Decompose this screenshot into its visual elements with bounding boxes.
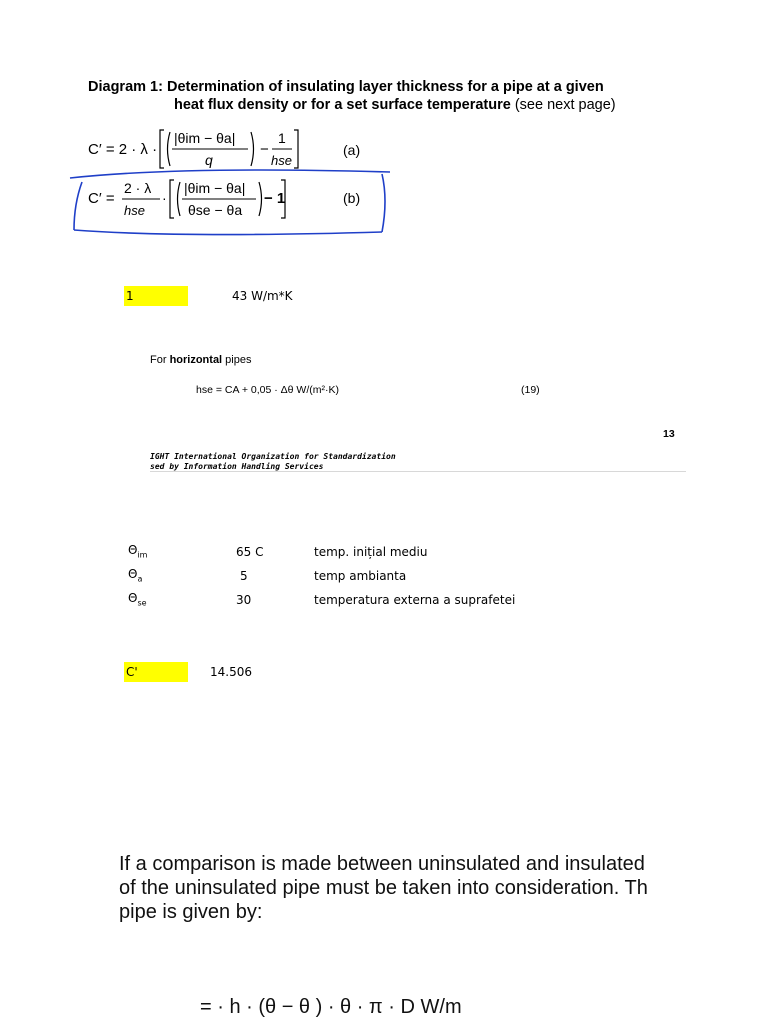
lambda-label: 1	[124, 286, 188, 306]
bottom-cutoff-equation: = · h · (θ − θ ) · θ · π · D W/m	[200, 996, 462, 1018]
diagram-title-2: heat flux density or for a set surface temperature	[174, 97, 511, 113]
svg-text:−: −	[260, 141, 269, 158]
bottom-line3: pipe is given by:	[119, 901, 263, 923]
formula-b-minus-one: − 1	[264, 190, 286, 207]
formula-a-q: q	[205, 152, 213, 168]
svg-text:·: ·	[162, 190, 167, 206]
formula-b-numerator: |θim − θa|	[184, 180, 246, 196]
formula-a-one: 1	[278, 130, 286, 146]
formula-b-two-lambda: 2 · λ	[124, 180, 152, 196]
bottom-paragraph	[119, 852, 648, 924]
formula-a-hse: hse	[271, 153, 292, 168]
c-prime-value: 14.506	[210, 665, 252, 679]
diagram-label: Diagram 1:	[88, 79, 163, 95]
iso-footer-line1: IGHT International Organization for Standardization	[150, 452, 396, 461]
formula-a-tag: (a)	[343, 142, 361, 158]
iso-footer-line2: sed by Information Handling Services	[150, 461, 324, 471]
formula-a-numerator: |θim − θa|	[174, 130, 236, 146]
param-theta-a-symbol: $\Theta_a$	[128, 567, 143, 584]
page-number: 13	[663, 428, 675, 440]
bottom-line1: If a comparison is made between uninsulated and insulated	[119, 853, 645, 875]
param-theta-se-value: 30	[236, 593, 252, 607]
formula-b-denominator: θse − θa	[188, 202, 243, 218]
param-theta-im-value: 65 C	[236, 545, 264, 559]
diagram-title-suffix: (see next page)	[510, 97, 616, 113]
lambda-value: 43 W/m*K	[232, 289, 293, 303]
formula-b-tag: (b)	[343, 190, 361, 206]
iso-footer	[150, 452, 396, 471]
horizontal-pipes-text: For horizontal pipes	[150, 354, 252, 366]
formula-b-lhs: C′ =	[88, 190, 115, 207]
blue-annotation-box	[60, 160, 400, 246]
diagram-heading	[88, 78, 616, 114]
formula-a-lhs: C′ = 2 · λ ·	[88, 141, 158, 158]
equation-number: (19)	[521, 384, 540, 396]
bottom-line2: of the uninsulated pipe must be taken into consideration. Th	[119, 877, 648, 899]
param-theta-se-symbol: $\Theta_{se}$	[128, 591, 147, 608]
iso-divider	[150, 471, 686, 472]
horizontal-bold: horizontal	[169, 354, 223, 366]
diagram-title-1: Determination of insulating layer thickness for a pipe at a given	[166, 79, 604, 95]
param-theta-im-symbol: $\Theta_{im}$	[128, 543, 148, 560]
param-theta-se-desc: temperatura externa a suprafetei	[314, 593, 516, 607]
param-theta-im-desc: temp. inițial mediu	[314, 545, 428, 559]
hse-equation: hse = CA + 0,05 · Δθ W/(m²·K)	[196, 384, 339, 396]
formula-b-hse: hse	[124, 203, 145, 218]
c-prime-label: C'	[124, 662, 188, 682]
param-theta-a-value: 5	[240, 569, 248, 583]
param-theta-a-desc: temp ambianta	[314, 569, 407, 583]
